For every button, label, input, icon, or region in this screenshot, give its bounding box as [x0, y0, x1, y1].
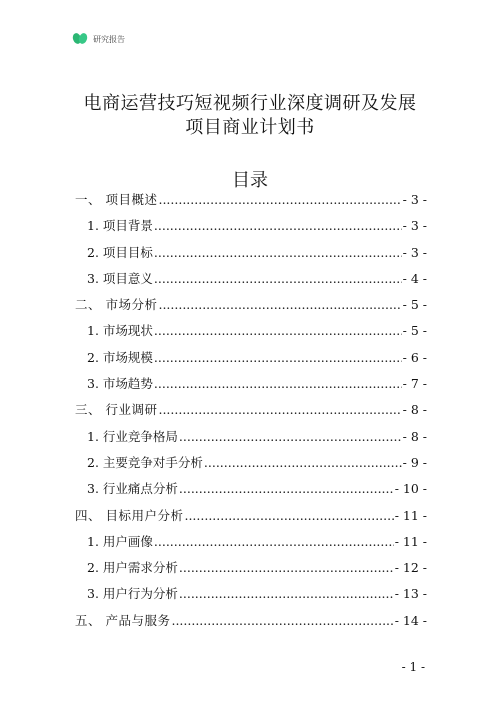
toc-entry-label: 二、 市场分析	[75, 297, 158, 313]
toc-entry-label: 2. 用户需求分析	[87, 560, 178, 576]
toc-entry-page: - 11 -	[394, 533, 427, 549]
toc-entry-label: 1. 行业竞争格局	[87, 428, 178, 444]
table-of-contents	[75, 190, 427, 637]
toc-entry-label: 1. 市场现状	[87, 323, 153, 339]
toc-leader-dots	[158, 297, 401, 312]
toc-leader-dots	[171, 613, 393, 628]
toc-entry-page: - 9 -	[402, 454, 427, 470]
toc-leader-dots	[154, 376, 402, 391]
toc-heading: 目录	[232, 170, 268, 191]
toc-entry-label: 3. 市场趋势	[87, 376, 153, 392]
toc-entry-label: 3. 用户行为分析	[87, 586, 178, 602]
toc-entry[interactable]	[75, 400, 427, 426]
toc-entry[interactable]	[75, 321, 427, 347]
toc-entry-page: - 11 -	[394, 507, 427, 523]
toc-entry[interactable]	[75, 348, 427, 374]
toc-entry-label: 四、 目标用户分析	[75, 507, 184, 523]
toc-entry-page: - 5 -	[402, 323, 427, 339]
toc-entry[interactable]	[75, 584, 427, 610]
toc-entry[interactable]	[75, 295, 427, 321]
toc-entry-label: 1. 项目背景	[87, 218, 153, 234]
toc-entry-page: - 5 -	[402, 297, 427, 313]
toc-leader-dots	[154, 323, 402, 338]
toc-entry-page: - 3 -	[402, 192, 427, 207]
toc-entry-page: - 4 -	[402, 270, 427, 286]
toc-entry-page: - 8 -	[402, 402, 427, 418]
toc-entry[interactable]	[75, 506, 427, 532]
toc-entry[interactable]	[75, 269, 427, 295]
brand-label: 研究报告	[93, 34, 125, 44]
toc-entry-page: - 12 -	[394, 560, 427, 576]
toc-leader-dots	[184, 508, 393, 523]
toc-entry[interactable]	[75, 243, 427, 269]
toc-entry-label: 1. 用户画像	[87, 533, 153, 549]
toc-entry-label: 三、 行业调研	[75, 402, 158, 418]
toc-entry-label: 2. 市场规模	[87, 349, 153, 365]
toc-entry-page: - 3 -	[402, 218, 427, 234]
toc-leader-dots	[158, 192, 401, 207]
brand-logo-icon	[73, 33, 87, 45]
toc-leader-dots	[154, 534, 394, 549]
toc-leader-dots	[179, 586, 394, 601]
toc-leader-dots	[154, 245, 402, 260]
toc-entry[interactable]	[75, 611, 427, 637]
toc-entry[interactable]	[75, 216, 427, 242]
report-header	[73, 33, 125, 45]
toc-leader-dots	[179, 429, 402, 444]
toc-leader-dots	[154, 271, 402, 286]
title-line-2: 项目商业计划书	[185, 117, 315, 138]
toc-entry[interactable]	[75, 427, 427, 453]
toc-entry-page: - 3 -	[402, 244, 427, 260]
toc-entry-page: - 14 -	[394, 612, 427, 628]
toc-entry-page: - 10 -	[394, 481, 427, 497]
toc-entry-label: 五、 产品与服务	[75, 612, 171, 628]
toc-entry[interactable]	[75, 558, 427, 584]
toc-leader-dots	[158, 402, 401, 417]
toc-leader-dots	[179, 560, 394, 575]
toc-leader-dots	[154, 350, 402, 365]
toc-leader-dots	[179, 481, 394, 496]
toc-entry[interactable]	[75, 479, 427, 505]
title-line-1: 电商运营技巧短视频行业深度调研及发展	[83, 93, 417, 114]
toc-entry[interactable]	[75, 453, 427, 479]
toc-entry[interactable]	[75, 190, 427, 216]
toc-entry-page: - 13 -	[394, 586, 427, 602]
toc-entry-page: - 6 -	[402, 349, 427, 365]
toc-entry-label: 3. 项目意义	[87, 270, 153, 286]
page-number: - 1 -	[401, 660, 425, 674]
toc-entry-label: 3. 行业痛点分析	[87, 481, 178, 497]
toc-leader-dots	[204, 455, 402, 470]
toc-entry-label: 一、 项目概述	[75, 192, 158, 207]
toc-leader-dots	[154, 218, 402, 233]
document-title	[0, 92, 500, 140]
toc-entry[interactable]	[75, 532, 427, 558]
toc-entry-page: - 8 -	[402, 428, 427, 444]
toc-entry-label: 2. 主要竞争对手分析	[87, 454, 203, 470]
toc-entry[interactable]	[75, 374, 427, 400]
toc-entry-label: 2. 项目目标	[87, 244, 153, 260]
toc-entry-page: - 7 -	[402, 376, 427, 392]
